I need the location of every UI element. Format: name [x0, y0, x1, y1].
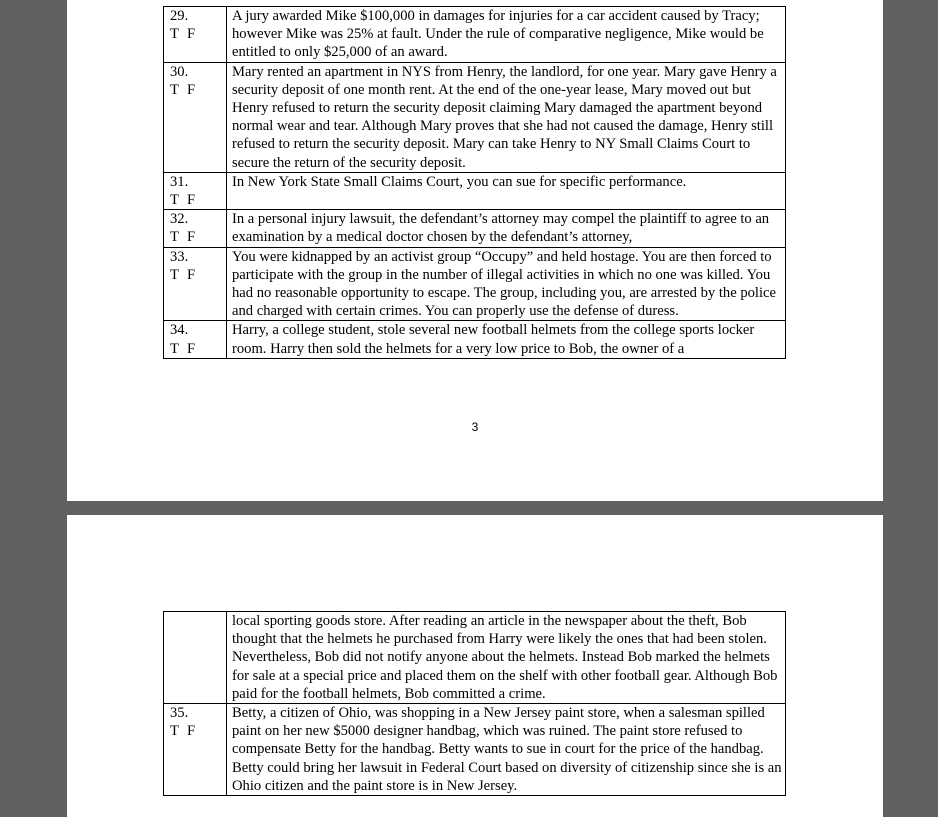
true-false-options[interactable]: [170, 191, 223, 209]
question-text: Harry, a college student, stole several new football helmets from the college sports locker room. Harry then sold the helmets for a very low price to Bob, the owner of a: [227, 321, 786, 358]
false-option[interactable]: F: [187, 229, 196, 246]
question-number-cell: [164, 210, 227, 247]
question-row: [164, 704, 786, 796]
question-number: 31.: [170, 173, 189, 190]
questions-table: [163, 6, 786, 359]
question-row: [164, 612, 786, 704]
question-number-cell: [164, 172, 227, 209]
true-option[interactable]: T: [170, 266, 179, 283]
false-option[interactable]: F: [187, 340, 196, 357]
true-false-options[interactable]: [170, 340, 223, 358]
false-option[interactable]: F: [187, 723, 196, 740]
question-number: 32.: [170, 211, 189, 228]
question-text: In New York State Small Claims Court, you can sue for specific performance.: [227, 172, 786, 209]
question-row: [164, 210, 786, 247]
true-option[interactable]: T: [170, 229, 179, 246]
true-false-options[interactable]: [170, 722, 223, 740]
false-option[interactable]: F: [187, 266, 196, 283]
question-number-cell: [164, 612, 227, 704]
question-number-cell: [164, 321, 227, 358]
question-number: 29.: [170, 8, 189, 24]
question-number: 30.: [170, 63, 189, 80]
question-number: 35.: [170, 705, 189, 722]
question-text: A jury awarded Mike $100,000 in damages for injuries for a car accident caused by Tracy; however Mike was 25% at fault. Under the rule of comparative negligence, Mike would be entitled to only $25,000 of an award.: [227, 7, 786, 63]
question-number-cell: [164, 62, 227, 172]
question-row: [164, 62, 786, 172]
question-text: Betty, a citizen of Ohio, was shopping in a New Jersey paint store, when a salesman spilled paint on her new $5000 designer handbag, which was ruined. The paint store refused to compensate Betty for the handbag. Betty wants to sue in court for the price of the handbag. Betty could bring her lawsuit in Federal Court based on diversity of citizenship since she is an Ohio citizen and the paint store is in New Jersey.: [227, 704, 786, 796]
question-number-cell: [164, 247, 227, 321]
true-option[interactable]: T: [170, 81, 179, 98]
true-option[interactable]: T: [170, 192, 179, 209]
question-number: 34.: [170, 322, 189, 339]
document-page-3: [67, 0, 883, 501]
question-number: 33.: [170, 248, 189, 265]
true-false-options[interactable]: [170, 25, 223, 43]
false-option[interactable]: F: [187, 81, 196, 98]
true-false-options[interactable]: [170, 81, 223, 99]
question-text: You were kidnapped by an activist group “Occupy” and held hostage. You are then forced to participate with the group in the number of illegal activities in which no one was killed. You had no reasonable opportunity to escape. The group, including you, are arrested by the police and charged with certain crimes. You can properly use the defense of duress.: [227, 247, 786, 321]
question-row: [164, 7, 786, 63]
question-row: [164, 321, 786, 358]
question-row: [164, 247, 786, 321]
question-number-cell: [164, 7, 227, 63]
true-false-options[interactable]: [170, 266, 223, 284]
false-option[interactable]: F: [187, 192, 196, 209]
true-option[interactable]: T: [170, 26, 179, 43]
question-text: In a personal injury lawsuit, the defendant’s attorney may compel the plaintiff to agree to an examination by a medical doctor chosen by the defendant’s attorney,: [227, 210, 786, 247]
true-false-options[interactable]: [170, 228, 223, 246]
question-text: local sporting goods store. After reading an article in the newspaper about the theft, Bob thought that the helmets he purchased from Harry were likely the ones that had been stolen. Nevertheless, Bob did not notify anyone about the helmets. Instead Bob marked the helmets for sale at a special price and placed them on the shelf with other football gear. Although Bob paid for the football helmets, Bob committed a crime.: [227, 612, 786, 704]
page-number: 3: [471, 420, 479, 434]
document-page-4: [67, 515, 883, 817]
true-option[interactable]: T: [170, 723, 179, 740]
question-text: Mary rented an apartment in NYS from Henry, the landlord, for one year. Mary gave Henry a security deposit of one month rent. At the end of the one-year lease, Mary moved out but Henry refused to return the security deposit claiming Mary damaged the apartment beyond normal wear and tear. Although Mary proves that she had not caused the damage, Henry still refused to return the security deposit. Mary can take Henry to NY Small Claims Court to secure the return of the security deposit.: [227, 62, 786, 172]
false-option[interactable]: F: [187, 26, 196, 43]
question-number-cell: [164, 704, 227, 796]
questions-table: [163, 611, 786, 796]
true-option[interactable]: T: [170, 340, 179, 357]
question-row: [164, 172, 786, 209]
